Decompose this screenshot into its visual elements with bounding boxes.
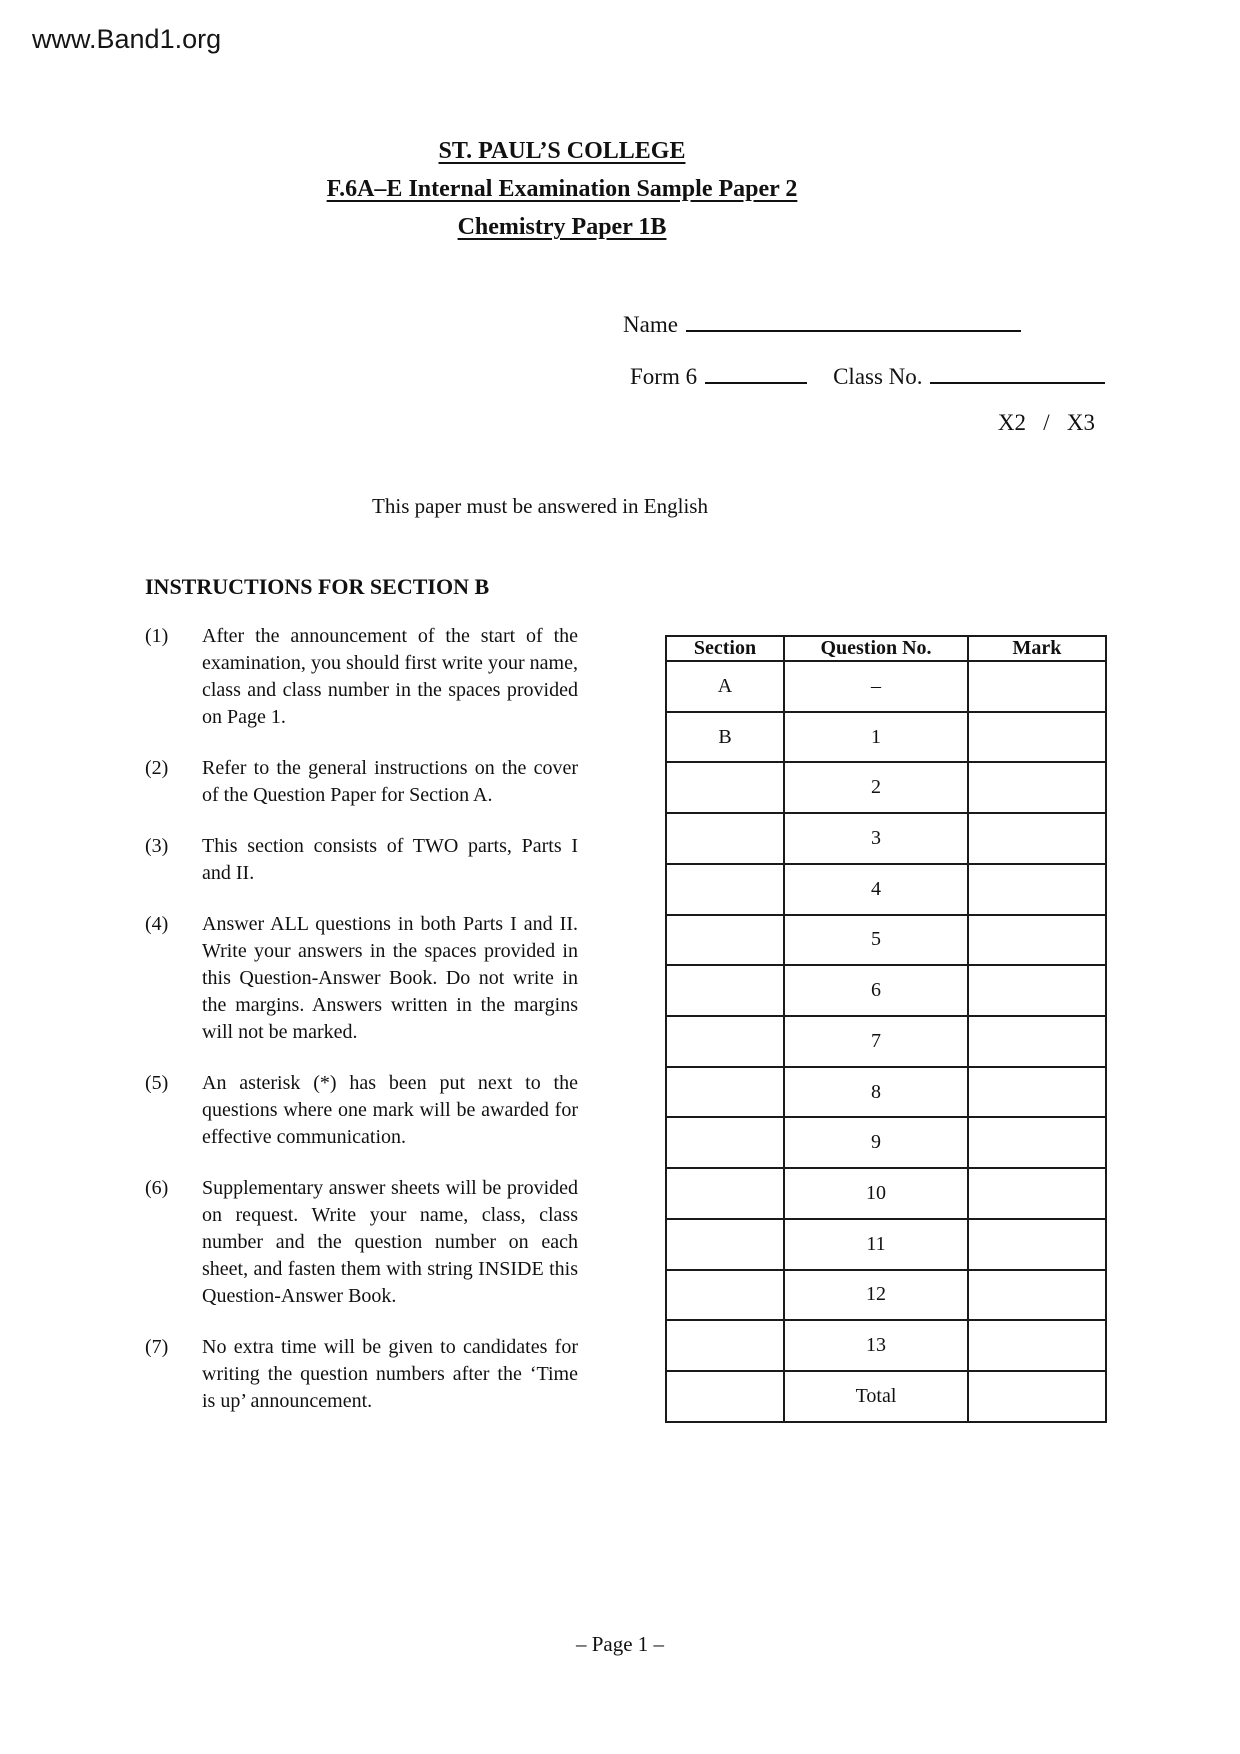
item-text: An asterisk (*) has been put next to the questions where one mark will be awarded for effective communication. — [202, 1072, 578, 1148]
mark-cell — [968, 965, 1106, 1016]
title-block — [0, 132, 1124, 246]
table-row — [666, 1117, 1106, 1168]
table-row — [666, 1168, 1106, 1219]
exam-title: F.6A–E Internal Examination Sample Paper 2 — [326, 176, 798, 202]
instruction-item-7 — [145, 1334, 578, 1415]
mark-cell — [968, 1371, 1106, 1422]
item-text: No extra time will be given to candidates for writing the question numbers after the ‘Time is up’ announcement. — [202, 1336, 578, 1412]
section-cell — [666, 1270, 784, 1321]
section-cell — [666, 1016, 784, 1067]
form-blank-line — [705, 358, 807, 384]
mark-cell — [968, 1067, 1106, 1118]
item-number: (5) — [145, 1072, 169, 1094]
site-url: www.Band1.org — [32, 24, 222, 54]
question-cell: 8 — [784, 1067, 968, 1118]
header-section: Section — [666, 636, 784, 661]
mark-cell — [968, 813, 1106, 864]
question-cell: – — [784, 661, 968, 712]
question-cell: 4 — [784, 864, 968, 915]
question-cell: 7 — [784, 1016, 968, 1067]
section-cell — [666, 965, 784, 1016]
class-no-blank-line — [930, 358, 1105, 384]
instruction-item-6 — [145, 1175, 578, 1310]
table-row — [666, 1270, 1106, 1321]
table-row — [666, 1371, 1106, 1422]
instruction-item-4 — [145, 911, 578, 1046]
table-row — [666, 661, 1106, 712]
section-cell — [666, 915, 784, 966]
table-row — [666, 762, 1106, 813]
item-text: After the announcement of the start of the examination, you should first write your name, class and class number in the spaces provided on Page 1. — [202, 625, 578, 728]
paper-code: X2 / X3 — [997, 410, 1095, 435]
page-number-footer: – Page 1 – — [575, 1632, 665, 1656]
name-field-row — [623, 306, 1021, 338]
table-row — [666, 712, 1106, 763]
item-number: (4) — [145, 913, 169, 935]
instructions-heading: INSTRUCTIONS FOR SECTION B — [145, 574, 490, 599]
table-row — [666, 915, 1106, 966]
question-cell: 11 — [784, 1219, 968, 1270]
question-cell: 2 — [784, 762, 968, 813]
question-cell: 12 — [784, 1270, 968, 1321]
form-label: Form 6 — [630, 364, 698, 389]
section-cell — [666, 864, 784, 915]
instruction-item-2 — [145, 755, 578, 809]
table-row — [666, 864, 1106, 915]
mark-table — [665, 635, 1107, 1423]
instruction-item-1 — [145, 623, 578, 731]
mark-cell — [968, 1117, 1106, 1168]
question-cell: 10 — [784, 1168, 968, 1219]
item-number: (7) — [145, 1336, 169, 1358]
form-class-field-row — [630, 358, 1105, 390]
mark-cell — [968, 762, 1106, 813]
question-cell: 6 — [784, 965, 968, 1016]
mark-cell — [968, 1016, 1106, 1067]
section-cell — [666, 1067, 784, 1118]
mark-cell — [968, 1168, 1106, 1219]
instruction-item-3 — [145, 833, 578, 887]
section-cell — [666, 762, 784, 813]
table-row — [666, 1320, 1106, 1371]
section-cell: A — [666, 661, 784, 712]
section-cell — [666, 1168, 784, 1219]
question-cell: 5 — [784, 915, 968, 966]
question-cell: 3 — [784, 813, 968, 864]
header-mark: Mark — [968, 636, 1106, 661]
mark-cell — [968, 661, 1106, 712]
item-text: Refer to the general instructions on the cover of the Question Paper for Section A. — [202, 757, 578, 806]
mark-cell — [968, 1219, 1106, 1270]
table-row — [666, 1219, 1106, 1270]
table-header-row — [666, 636, 1106, 661]
item-number: (6) — [145, 1177, 169, 1199]
question-cell: Total — [784, 1371, 968, 1422]
table-row — [666, 1067, 1106, 1118]
table-row — [666, 965, 1106, 1016]
instructions-list — [145, 623, 578, 1439]
mark-cell — [968, 1320, 1106, 1371]
item-text: This section consists of TWO parts, Parts I and II. — [202, 835, 578, 884]
section-cell: B — [666, 712, 784, 763]
section-cell — [666, 813, 784, 864]
section-cell — [666, 1117, 784, 1168]
item-text: Supplementary answer sheets will be provided on request. Write your name, class, class number and the question number on each sheet, and fasten them with string INSIDE this Question-Answer Book. — [202, 1177, 578, 1307]
header-question-no: Question No. — [784, 636, 968, 661]
table-row — [666, 1016, 1106, 1067]
section-cell — [666, 1371, 784, 1422]
section-cell — [666, 1219, 784, 1270]
mark-cell — [968, 712, 1106, 763]
item-text: Answer ALL questions in both Parts I and II. Write your answers in the spaces provided in this Question-Answer Book. Do not write in the margins. Answers written in the margins will not be marked. — [202, 913, 578, 1043]
question-cell: 1 — [784, 712, 968, 763]
instruction-item-5 — [145, 1070, 578, 1151]
language-notice: This paper must be answered in English — [372, 494, 708, 518]
table-row — [666, 813, 1106, 864]
mark-cell — [968, 1270, 1106, 1321]
paper-title: Chemistry Paper 1B — [457, 214, 667, 240]
item-number: (1) — [145, 625, 169, 647]
question-cell: 13 — [784, 1320, 968, 1371]
mark-cell — [968, 915, 1106, 966]
school-name: ST. PAUL’S COLLEGE — [438, 138, 686, 164]
item-number: (2) — [145, 757, 169, 779]
mark-table-container — [665, 635, 1107, 1423]
name-label: Name — [623, 312, 678, 337]
class-no-label: Class No. — [833, 364, 923, 389]
mark-cell — [968, 864, 1106, 915]
question-cell: 9 — [784, 1117, 968, 1168]
section-cell — [666, 1320, 784, 1371]
name-blank-line — [686, 306, 1021, 332]
item-number: (3) — [145, 835, 169, 857]
